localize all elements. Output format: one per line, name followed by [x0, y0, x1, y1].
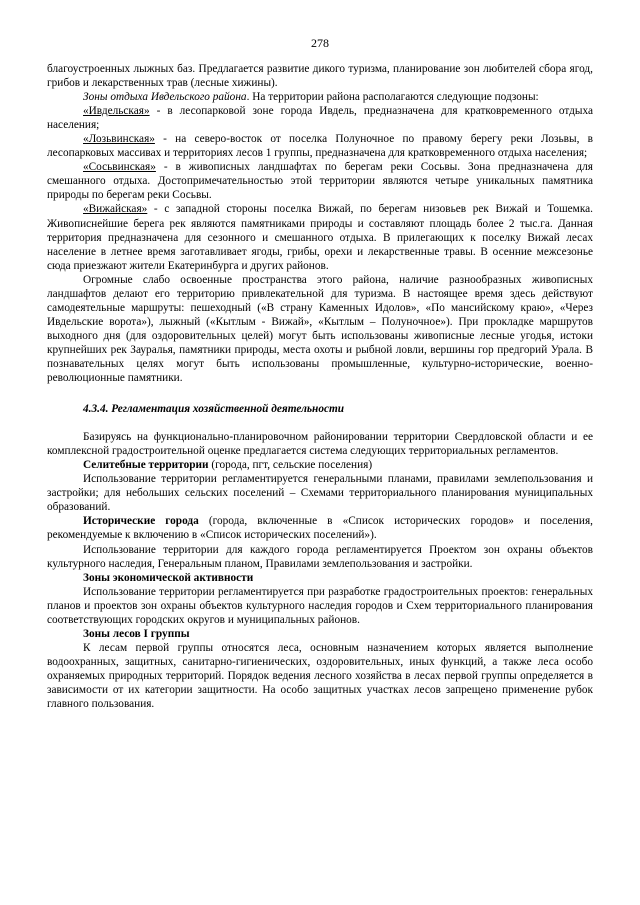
- paragraph: [47, 514, 593, 542]
- page-number: 278: [311, 36, 329, 50]
- paragraph-text: - в живописных ландшафтах по берегам реки Сосьвы. Зона предназначена для смешанного отдыха. Достопримечательностью этой территории являются четыре уникальных памятника природы по берегам реки Сосьвы.: [47, 161, 593, 202]
- page-body: [47, 62, 593, 711]
- paragraph: [47, 132, 593, 160]
- paragraph: Огромные слабо освоенные пространства этого района, наличие разнообразных живописных ландшафтов делают его территорию привлекательной для туризма. В настоящее время здесь действуют самодеятельные маршруты: пешеходный («В страну Каменных Идолов», «По мансийскому краю», «Через Ивдельские ворота»), лыжный («Кытлым - Вижай», «Кытлым – Полуночное»). При прокладке маршрутов выходного дня (для оздоровительных целей) могут быть использованы живописные лесные угодья, истоки крупнейших рек Зауралья, памятники природы, места охоты и рыбной ловли, вершины гор предгорий Урала. В познавательных целях могут быть использованы промышленные, культурно-исторические, военно-революционные памятники.: [47, 273, 593, 385]
- paragraph: Базируясь на функционально-планировочном районировании территории Свердловской области и ее комплексной градостроительной оценке предлагается система следующих территориальных регламентов.: [47, 431, 593, 458]
- zone-name: «Лозьвинская»: [83, 133, 155, 146]
- paragraph: К лесам первой группы относятся леса, основным назначением которых является выполнение водоохранных, защитных, санитарно-гигиенических, оздоровительных, иных функций, а также леса особо охраняемых природных территорий. Порядок ведения лесного хозяйства в лесах первой группы определяется в зависимости от их категории защитности. На особо защитных участках лесов запрещено применение рубок главного пользования.: [47, 641, 593, 711]
- paragraph-text: - в лесопарковой зоне города Ивдель, предназначена для кратковременного отдыха населения;: [47, 105, 593, 132]
- section-heading: 4.3.4. Регламентация хозяйственной деятельности: [83, 403, 345, 416]
- category-title: Зоны лесов I группы: [83, 627, 190, 640]
- category-title: Исторические города: [83, 515, 199, 528]
- paragraph: [47, 160, 593, 202]
- paragraph-text: - на северо-восток от поселка Полуночное по правому берегу реки Лозьвы, в лесопарковых массивах и территориях лесов 1 группы, предназначена для кратковременного отдыха населения;: [47, 133, 593, 160]
- paragraph: [47, 202, 593, 272]
- paragraph-text: . На территории района располагаются следующие подзоны:: [246, 91, 539, 104]
- paragraph-text: (города, включенные в «Список исторических городов» и поселения, рекомендуемые к включению в «Список исторических поселений»).: [47, 515, 593, 542]
- paragraph: благоустроенных лыжных баз. Предлагается развитие дикого туризма, планирование зон любителей сбора ягод, грибов и лекарственных трав (лесные хижины).: [47, 63, 593, 90]
- paragraph: [47, 90, 593, 104]
- paragraph: [47, 458, 593, 472]
- paragraph-text: - с западной стороны поселка Вижай, по берегам низовьев рек Вижай и Тошемка. Живописнейшие берега рек являются памятниками природы и составляют площадь более 2 тыс.га. Данная территория предназначена для сезонного и смешанного отдыха. В прилегающих к поселку Вижай лесах население в летнее время заготавливает ягоды, грибы, орехи и лекарственные травы. В осенние межсезонье сюда приезжают жители Екатеринбурга и других районов.: [47, 203, 593, 272]
- paragraph: [47, 104, 593, 132]
- zone-name: «Вижайская»: [83, 203, 148, 216]
- category-title: Зоны экономической активности: [83, 571, 254, 584]
- subsection-title: Зоны отдыха Ивдельского района: [83, 91, 247, 104]
- paragraph: Использование территории регламентируется при разработке градостроительных проектов: генеральных планов и проектов зон охраны объектов культурного наследия городов и Схем территориального планирования соответствующих городских округов и муниципальных районов.: [47, 585, 593, 626]
- paragraph: Использование территории регламентируется генеральными планами, правилами землепользования и застройки; для небольших сельских поселений – Схемами территориального планирования муниципальных образований.: [47, 473, 593, 514]
- paragraph-text: (города, пгт, сельские поселения): [208, 459, 373, 472]
- zone-name: «Сосьвинская»: [83, 161, 156, 174]
- paragraph: Использование территории для каждого города регламентируется Проектом зон охраны объектов культурного наследия, Генеральным планом, Правилами землепользования и застройки.: [47, 543, 593, 570]
- zone-name: «Ивдельская»: [83, 105, 150, 118]
- category-title: Селитебные территории: [83, 459, 209, 472]
